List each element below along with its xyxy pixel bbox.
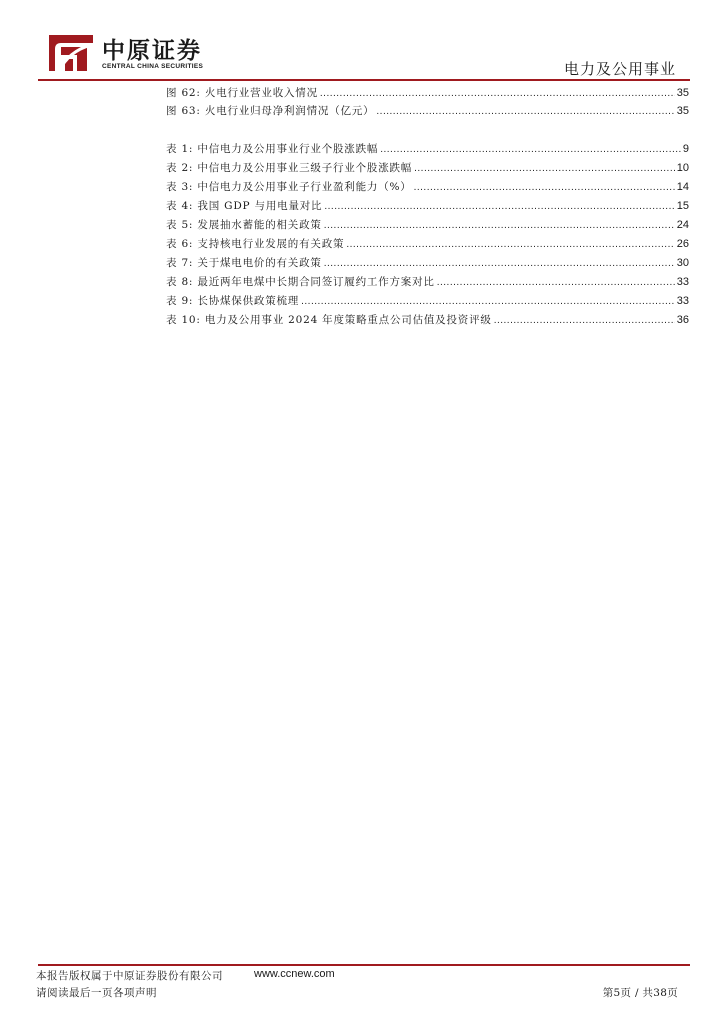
toc-entry-label: 表 1: 中信电力及公用事业行业个股涨跌幅: [166, 143, 379, 155]
footer-copyright: 本报告版权属于中原证券股份有限公司: [36, 970, 223, 982]
toc-page-number: 15: [676, 200, 689, 212]
company-name-en: CENTRAL CHINA SECURITIES: [102, 63, 204, 70]
company-name-cn: 中原证券: [102, 37, 202, 64]
header-divider: [38, 79, 690, 81]
toc-entry-table-6[interactable]: [166, 236, 689, 252]
toc-entry-figure-63[interactable]: [166, 103, 689, 119]
toc-page-number: 35: [676, 105, 689, 117]
toc-entry-table-5[interactable]: [166, 217, 689, 233]
toc-entry-label: 表 4: 我国 GDP 与用电量对比: [166, 200, 323, 212]
toc-leader-dots: [414, 182, 675, 193]
toc-leader-dots: [324, 258, 675, 269]
toc-leader-dots: [494, 315, 675, 326]
toc-entry-label: 表 7: 关于煤电电价的有关政策: [166, 257, 322, 269]
toc-entry-label: 表 5: 发展抽水蓄能的相关政策: [166, 219, 322, 231]
toc-page-number: 36: [676, 314, 689, 326]
toc-entry-table-9[interactable]: [166, 293, 689, 309]
toc-leader-dots: [346, 239, 674, 250]
toc-entry-figure-62[interactable]: [166, 85, 689, 101]
toc-entry-label: 表 2: 中信电力及公用事业三级子行业个股涨跌幅: [166, 162, 413, 174]
toc-entry-label: 表 6: 支持核电行业发展的有关政策: [166, 238, 345, 250]
toc-entry-label: 表 9: 长协煤保供政策梳理: [166, 295, 300, 307]
page-indicator: 第5页 / 共38页: [602, 987, 678, 999]
toc-entry-table-4[interactable]: [166, 198, 689, 214]
toc-entry-label: 图 63: 火电行业归母净利润情况（亿元）: [166, 105, 375, 117]
company-logo-icon: [47, 33, 95, 73]
toc-entry-table-2[interactable]: [166, 160, 689, 176]
toc-page-number: 24: [676, 219, 689, 231]
toc-entry-label: 表 3: 中信电力及公用事业子行业盈利能力（%）: [166, 181, 412, 193]
toc-entry-label: 图 62: 火电行业营业收入情况: [166, 87, 318, 99]
toc-page-number: 10: [676, 162, 689, 174]
toc-leader-dots: [437, 277, 675, 288]
toc-page-number: 14: [676, 181, 689, 193]
toc-page-number: 35: [676, 87, 689, 99]
toc-entry-table-7[interactable]: [166, 255, 689, 271]
footer-divider: [38, 964, 690, 966]
toc-page-number: 33: [676, 295, 689, 307]
toc-leader-dots: [324, 201, 674, 212]
toc-leader-dots: [301, 296, 675, 307]
toc-leader-dots: [380, 144, 681, 155]
footer-disclaimer: 请阅读最后一页各项声明: [36, 987, 157, 999]
page-header: [0, 0, 724, 80]
toc-page-number: 33: [676, 276, 689, 288]
toc-leader-dots: [414, 163, 675, 174]
toc-page-number: 9: [682, 143, 689, 155]
section-title: 电力及公用事业: [563, 60, 676, 78]
toc-page-number: 26: [676, 238, 689, 250]
toc-entry-table-8[interactable]: [166, 274, 689, 290]
toc-page-number: 30: [676, 257, 689, 269]
toc-leader-dots: [376, 106, 674, 117]
footer-website-link[interactable]: www.ccnew.com: [254, 968, 335, 980]
toc-entry-table-10[interactable]: [166, 312, 689, 328]
toc-leader-dots: [320, 88, 675, 99]
toc-entry-table-1[interactable]: [166, 141, 689, 157]
toc-entry-table-3[interactable]: [166, 179, 689, 195]
toc-entry-label: 表 8: 最近两年电煤中长期合同签订履约工作方案对比: [166, 276, 435, 288]
toc-entry-label: 表 10: 电力及公用事业 2024 年度策略重点公司估值及投资评级: [166, 314, 492, 326]
toc-leader-dots: [324, 220, 675, 231]
